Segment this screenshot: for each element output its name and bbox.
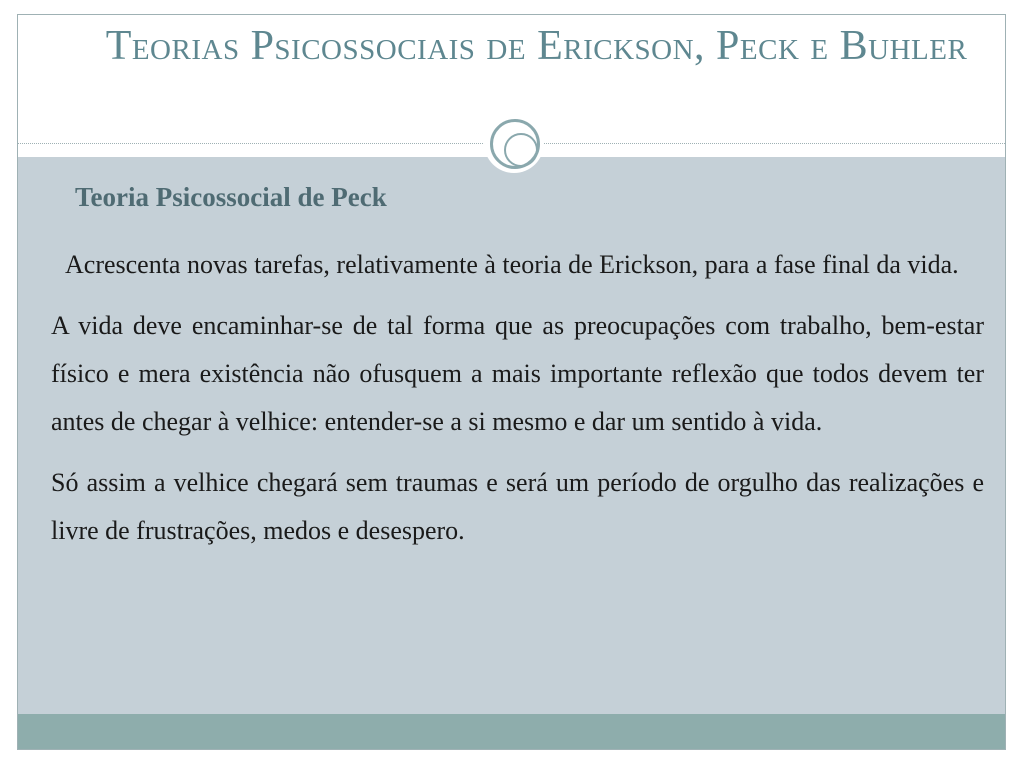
ornament-outer-ring (490, 119, 540, 169)
slide-subtitle: Teoria Psicossocial de Peck (75, 182, 387, 212)
ornament-inner-ring (504, 133, 538, 167)
content-panel (18, 157, 1005, 716)
paragraph-2: A vida deve encaminhar-se de tal forma que as preocupações com trabalho, bem-estar físico e mera existência não ofusquem a mais importante reflexão que todos devem ter antes de chegar à velhice: entender-se a si mesmo e dar um sentido à vida. (51, 311, 984, 436)
slide (17, 14, 1006, 750)
double-circle-ornament-icon (484, 113, 544, 173)
footer-bar (18, 714, 1005, 749)
paragraph-3: Só assim a velhice chegará sem traumas e será um período de orgulho das realizações e livre de frustrações, medos e desespero. (51, 468, 984, 545)
body-text (51, 241, 984, 568)
paragraph-1: Acrescenta novas tarefas, relativamente à teoria de Erickson, para a fase final da vida. (65, 250, 959, 279)
slide-title: Teorias Psicossociais de Erickson, Peck e Buhler (105, 23, 968, 69)
